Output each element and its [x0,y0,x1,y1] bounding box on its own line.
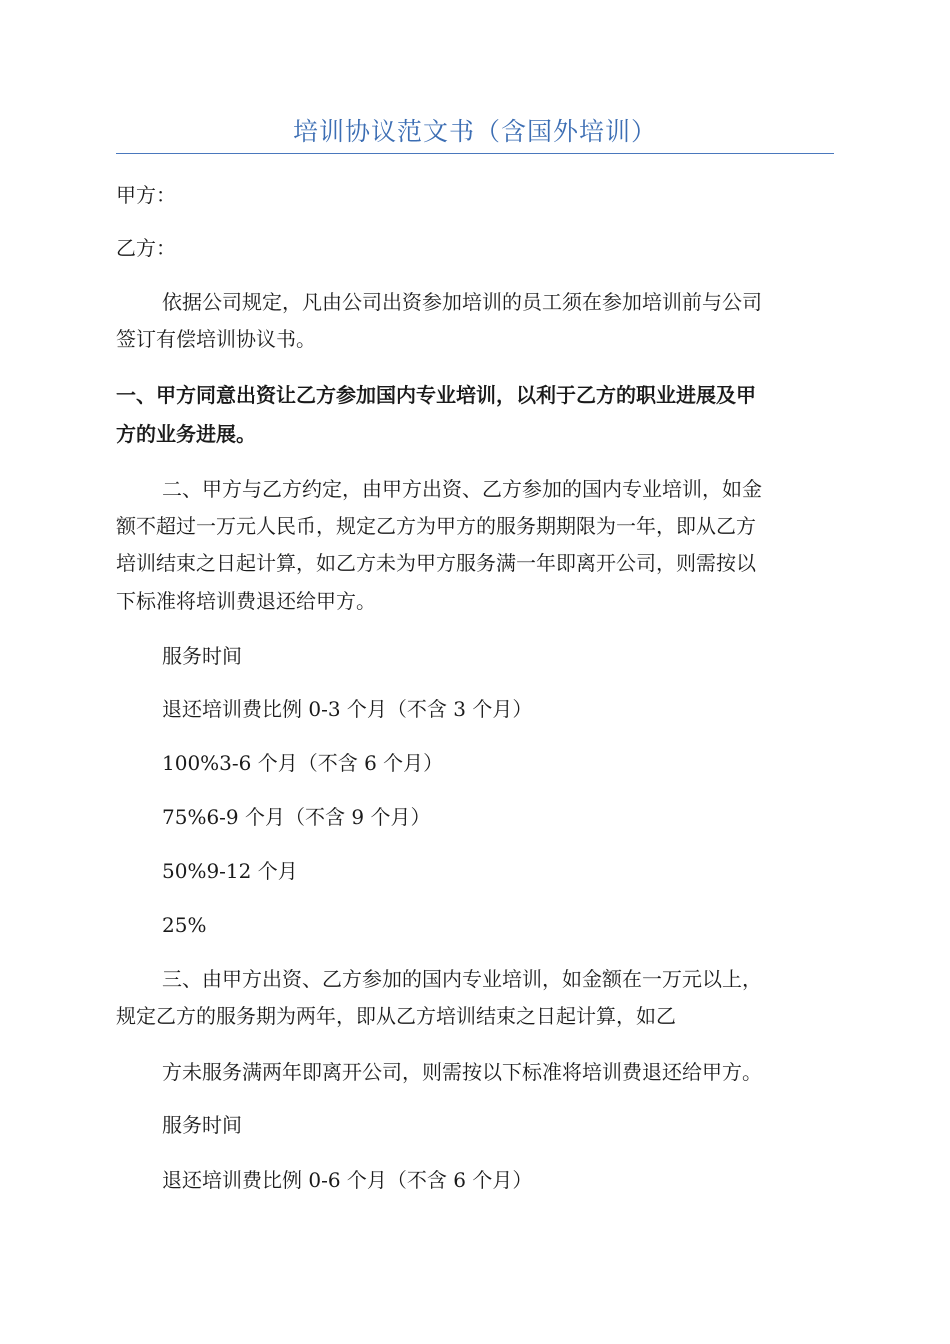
party-a-label: 甲方： [116,183,176,207]
intro-line-2: 签订有偿培训协议书。 [116,327,316,351]
section2-row: 50%9-12 个月 [162,859,298,883]
section2-line-3: 培训结束之日起计算，如乙方未为甲方服务满一年即离开公司，则需按以 [116,551,756,575]
section2-row: 100%3-6 个月（不含 6 个月） [162,751,444,775]
section2-row: 25% [162,913,207,937]
party-b-label: 乙方： [116,236,176,260]
title-underline [116,153,834,154]
document-title: 培训协议范文书（含国外培训） [292,117,657,146]
section3-line-3: 方未服务满两年即离开公司，则需按以下标准将培训费退还给甲方。 [162,1060,762,1084]
section2-line-4: 下标准将培训费退还给甲方。 [116,589,376,613]
intro-line-1: 依据公司规定，凡由公司出资参加培训的员工须在参加培训前与公司 [162,290,762,314]
section2-line-1: 二、甲方与乙方约定，由甲方出资、乙方参加的国内专业培训，如金 [162,477,762,501]
section2-table-header: 服务时间 [162,644,242,668]
section2-line-2: 额不超过一万元人民币，规定乙方为甲方的服务期期限为一年，即从乙方 [116,514,756,538]
section2-row: 75%6-9 个月（不含 9 个月） [162,805,431,829]
section3-line-2: 规定乙方的服务期为两年，即从乙方培训结束之日起计算，如乙 [116,1004,676,1028]
section3-line-1: 三、由甲方出资、乙方参加的国内专业培训，如金额在一万元以上， [162,967,762,991]
section3-row: 退还培训费比例 0-6 个月（不含 6 个月） [162,1168,533,1192]
document-page [116,0,834,1344]
section2-row: 退还培训费比例 0-3 个月（不含 3 个月） [162,697,533,721]
section1-line-1: 一、甲方同意出资让乙方参加国内专业培训，以利于乙方的职业进展及甲 [116,383,756,407]
section3-table-header: 服务时间 [162,1113,242,1137]
section1-line-2: 方的业务进展。 [116,422,256,446]
